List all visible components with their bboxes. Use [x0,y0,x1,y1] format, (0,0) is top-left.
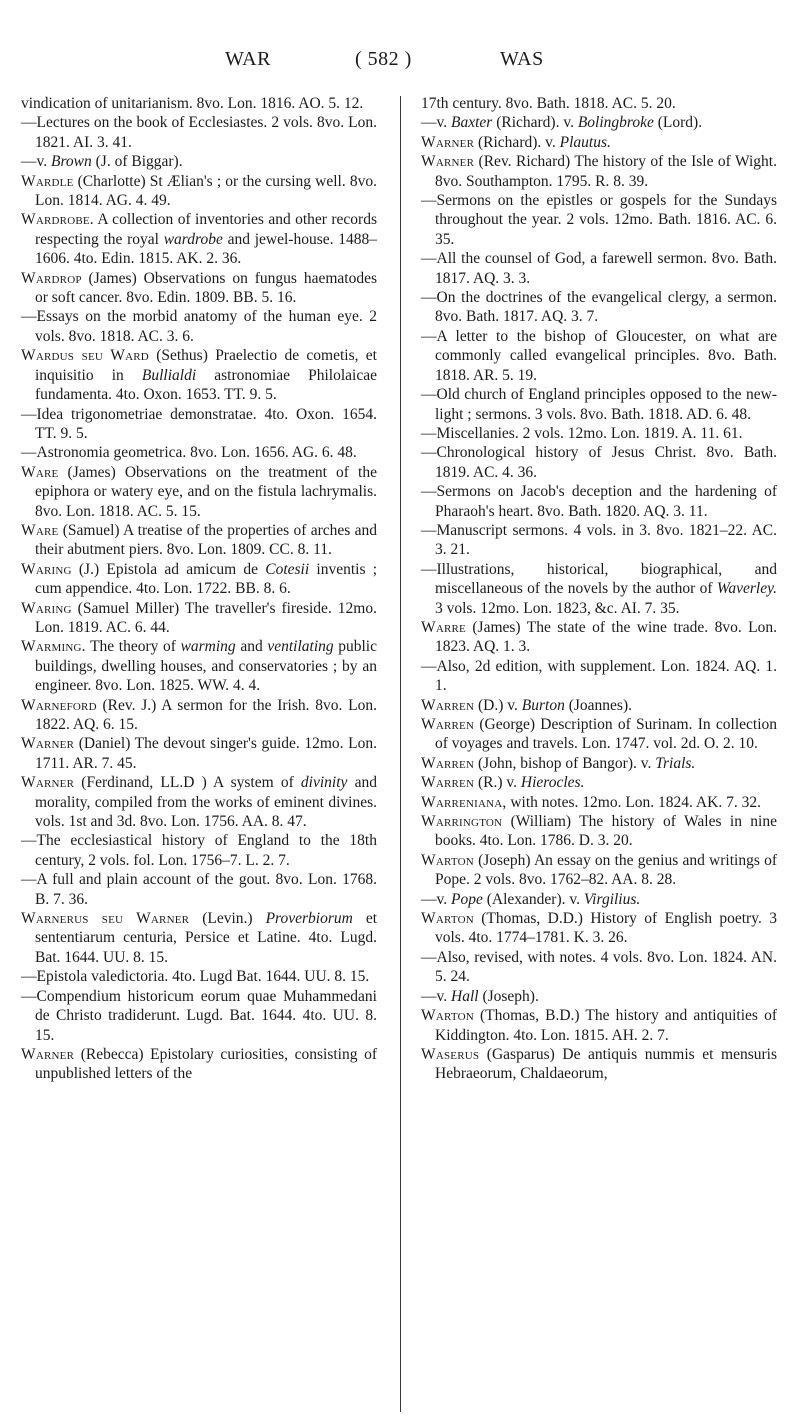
entry-text: vindication of unitarianism. 8vo. Lon. 1816. AO. 5. 12. [21,95,364,112]
entry-text: inventis ; cum appendice. 4to. Lon. 1722. BB. 8. 6. [35,560,378,598]
entry-text: (Levin.) [189,910,266,928]
entry-headword: Warner [21,735,75,753]
entry-italic: Baxter [451,114,493,132]
entry-text: (Richard). v. [474,133,560,151]
left-column [21,94,377,1084]
entry-italic: Brown [51,153,92,171]
entry-text: et sententiarum centuria, Persice et Latine. 4to. Lugd. Bat. 1644. UU. 8. 15. [35,910,378,966]
entry-text: —Manuscript sermons. 4 vols. in 3. 8vo. 1821–22. AC. 3. 21. [421,521,777,559]
catalogue-entry [421,987,777,1006]
entry-text: and morality, compiled from the works of eminent divines. vols. 1st and 3d. 8vo. Lon. 1756. AA. 8. 47. [35,774,377,831]
entry-text: —Also, revised, with notes. 4 vols. 8vo. Lon. 1824. AN. 5. 24. [421,948,777,986]
entry-text: (Sethus) Praelectio de cometis, et inquisitio in [35,347,377,384]
entry-text: —All the counsel of God, a farewell sermon. 8vo. Bath. 1817. AQ. 3. 3. [421,250,777,287]
catalogue-entry [421,715,777,754]
entry-headword: Ware [21,521,59,539]
catalogue-entry [421,812,777,851]
entry-text: —Sermons on Jacob's deception and the hardening of Pharaoh's heart. 8vo. Bath. 1820. AQ. 3. 11. [421,483,777,520]
entry-text: (Joseph). [478,987,539,1005]
catalogue-entry [21,172,377,211]
catalogue-entry [421,851,777,890]
catalogue-entry [21,967,377,986]
catalogue-entry [21,307,377,346]
catalogue-entry [421,385,777,424]
entry-italic: Virgilius. [583,890,641,908]
entry-italic: Hierocles. [520,774,585,792]
entry-text: —Lectures on the book of Ecclesiastes. 2 vols. 8vo. Lon. 1821. AI. 3. 41. [21,114,377,151]
entry-text: (Charlotte) St Ælian's ; or the cursing well. 8vo. Lon. 1814. AG. 4. 49. [35,172,377,210]
catalogue-entry [21,269,377,308]
entry-text: —A letter to the bishop of Gloucester, on what are commonly called evangelical principles. 8vo. Bath. 1818. AR. 5. 19. [421,327,777,384]
catalogue-entry [21,987,377,1045]
entry-text: (Thomas, B.D.) The history and antiquities of Kiddington. 4to. Lon. 1815. AH. 2. 7. [435,1007,777,1044]
entry-text: with notes. 12mo. Lon. 1824. AK. 7. 32. [506,793,761,811]
entry-headword: Warren [421,716,475,733]
entry-headword: Warton [421,910,474,928]
entry-text: and [235,638,268,656]
entry-text: —Compendium historicum eorum quae Muhammedani de Christo tradiderunt. Lugd. Bat. 1644. 4to. UU. 8. 15. [21,987,377,1044]
entry-text: (Ferdinand, LL.D ) A system of [74,774,301,792]
entry-italic: Bolingbroke [577,114,654,132]
entry-headword: Wardus seu Ward [21,347,149,365]
running-header [0,48,801,78]
entry-text: (Joseph) An essay on the genius and writings of Pope. 2 vols. 8vo. 1762–82. AA. 8. 28. [435,851,777,889]
entry-text: —Also, 2d edition, with supplement. Lon. 1824. AQ. 1. 1. [421,657,777,695]
entry-text: (James) Observations on fungus haematodes or soft cancer. 8vo. Edin. 1809. BB. 5. 16. [35,269,377,307]
entry-headword: Warre [421,618,466,636]
entry-text: —Astronomia geometrica. 8vo. Lon. 1656. AG. 6. 48. [21,444,357,462]
right-column [421,94,777,1084]
entry-text: —Essays on the morbid anatomy of the human eye. 2 vols. 8vo. 1818. AC. 3. 6. [21,308,377,345]
entry-text: A collection of inventories and other records respecting the royal [35,211,377,248]
entry-text: —Miscellanies. 2 vols. 12mo. Lon. 1819. A. 11. 61. [421,424,743,442]
entry-headword: Warrington [421,813,503,831]
catalogue-entry [21,734,377,773]
entry-headword: Warner [421,153,475,171]
entry-headword: Wardle [21,172,74,190]
entry-prefix: —v. [21,153,51,171]
entry-text: —Sermons on the epistles or gospels for the Sundays throughout the year. 2 vols. 12mo. Bath. 1816. AC. 6. 35. [421,192,777,248]
catalogue-entry [421,793,777,812]
catalogue-entry [421,1006,777,1045]
entry-headword: Warton [421,1007,474,1025]
entry-headword: Wardrop [21,269,82,287]
entry-text: —Illustrations, historical, biographical, and miscellaneous of the novels by the author of [421,560,777,598]
entry-text: (R.) v. [474,774,521,792]
entry-italic: Hall [451,987,479,1005]
entry-text: (Rev. J.) A sermon for the Irish. 8vo. Lon. 1822. AQ. 6. 15. [35,696,377,733]
entry-italic: Burton [521,696,565,714]
catalogue-entry [421,909,777,948]
entry-headword: Ware [21,463,59,481]
entry-text: (J.) Epistola ad amicum de [71,560,266,578]
entry-headword: Warming. [21,638,86,656]
entry-text: —On the doctrines of the evangelical clergy, a sermon. 8vo. Bath. 1817. AQ. 3. 7. [421,289,777,326]
catalogue-entry [21,521,377,560]
catalogue-entry [421,94,777,113]
catalogue-entry [21,152,377,171]
entry-headword: Warren [421,696,475,714]
catalogue-entry [21,346,377,404]
entry-text: (Richard). v. [492,114,578,132]
catalogue-entry [21,94,377,113]
entry-text: (Joannes). [564,696,632,714]
catalogue-entry [421,482,777,521]
entry-headword: Warren [421,774,475,792]
catalogue-entry [421,327,777,385]
catalogue-entry [421,696,777,715]
entry-prefix: —v. [421,987,451,1005]
entry-text: (James) Observations on the treatment of the epiphora or watery eye, and on the fistula lachrymalis. 8vo. Lon. 1818. AC. 5. 15. [35,463,377,520]
catalogue-entry [421,754,777,773]
catalogue-entry [21,463,377,521]
catalogue-entry [421,657,777,696]
catalogue-entry [421,560,777,618]
header-right: WAS [500,48,544,70]
catalogue-entry [421,191,777,249]
entry-text: (Rev. Richard) The history of the Isle of Wight. 8vo. Southampton. 1795. R. 8. 39. [435,153,777,190]
entry-text: astronomiae Philolaicae fundamenta. 4to. Oxon. 1653. TT. 9. 5. [35,366,377,404]
entry-text: The theory of [85,638,181,656]
entry-headword: Warner [21,1045,75,1063]
entry-italic: Pope [451,890,483,908]
entry-text: (James) The state of the wine trade. 8vo. Lon. 1823. AQ. 1. 3. [435,618,777,656]
entry-text: (Samuel) A treatise of the properties of arches and their abutment piers. 8vo. Lon. 1809. CC. 8. 11. [35,521,377,559]
catalogue-entry [421,890,777,909]
catalogue-entry [21,443,377,462]
catalogue-entry [421,948,777,987]
entry-text: (D.) v. [474,696,522,714]
catalogue-entry [421,443,777,482]
catalogue-entry [421,521,777,560]
entry-text: (Rebecca) Epistolary curiosities, consisting of unpublished letters of the [35,1045,377,1083]
catalogue-entry [421,113,777,132]
entry-italic: ventilating [267,638,334,656]
catalogue-entry [21,696,377,735]
entry-text: and jewel-house. 1488–1606. 4to. Edin. 1815. AK. 2. 36. [35,230,377,268]
entry-text: —Idea trigonometriae demonstratae. 4to. Oxon. 1654. TT. 9. 5. [21,405,377,442]
entry-italic: divinity [300,774,348,792]
catalogue-entry [421,424,777,443]
catalogue-entry [21,560,377,599]
entry-headword: Warneford [21,696,97,714]
entry-prefix: —v. [421,890,451,908]
catalogue-entry [421,133,777,152]
entry-text: (Thomas, D.D.) History of English poetry. 3 vols. 4to. 1774–1781. K. 3. 26. [435,910,777,947]
catalogue-entry [421,1045,777,1084]
catalogue-entry [21,405,377,444]
entry-text: 3 vols. 12mo. Lon. 1823, &c. AI. 7. 35. [435,599,680,617]
entry-text: —Old church of England principles opposed to the new-light ; sermons. 3 vols. 8vo. Bath. 1818. AD. 6. 48. [421,386,777,423]
entry-text: (Daniel) The devout singer's guide. 12mo. Lon. 1711. AR. 7. 45. [35,735,377,772]
entry-text: —Epistola valedictoria. 4to. Lugd Bat. 1644. UU. 8. 15. [21,968,370,986]
entry-text: —A full and plain account of the gout. 8vo. Lon. 1768. B. 7. 36. [21,871,377,908]
catalogue-entry [21,831,377,870]
entry-text: (William) The history of Wales in nine books. 4to. Lon. 1786. D. 3. 20. [435,813,777,850]
entry-headword: Waserus [421,1045,480,1063]
catalogue-entry [21,599,377,638]
catalogue-entry [421,618,777,657]
catalogue-entry [21,113,377,152]
catalogue-entry [421,773,777,792]
entry-text: (Samuel Miller) The traveller's fireside. 12mo. Lon. 1819. AC. 6. 44. [35,599,377,636]
entry-headword: Waring [21,599,72,617]
entry-italic: warming [180,638,236,656]
entry-text: —Chronological history of Jesus Christ. 8vo. Bath. 1819. AC. 4. 36. [421,444,777,481]
entry-text: (Gasparus) De antiquis nummis et mensuris Hebraeorum, Chaldaeorum, [435,1045,777,1083]
entry-text: (John, bishop of Bangor). v. [474,754,656,772]
entry-italic: Bullialdi [141,366,197,384]
entry-text: 17th century. 8vo. Bath. 1818. AC. 5. 20. [421,95,676,112]
catalogue-entry [421,288,777,327]
catalogue-entry [421,249,777,288]
entry-italic: wardrobe [163,230,223,248]
entry-italic: Cotesii [265,560,310,578]
entry-italic: Plautus. [559,133,611,151]
entry-text: (Lord). [653,114,703,132]
entry-headword: Warner [421,133,475,151]
entry-headword: Warreniana, [421,793,507,811]
entry-headword: Warren [421,754,475,772]
entry-italic: Proverbiorum [265,910,353,928]
entry-headword: Warnerus seu Warner [21,910,190,928]
header-left: WAR [225,48,271,70]
entry-headword: Warton [421,851,474,869]
entry-headword: Waring [21,560,72,578]
entry-text: (J. of Biggar). [91,153,183,171]
catalogue-entry [21,637,377,695]
entry-text: —The ecclesiastical history of England to the 18th century, 2 vols. fol. Lon. 1756–7. L. 2. 7. [21,832,377,869]
entry-headword: Warner [21,774,75,792]
catalogue-entry [21,909,377,967]
catalogue-entry [21,210,377,268]
entry-italic: Waverley. [716,580,777,598]
entry-text: (Alexander). v. [482,890,584,908]
entry-prefix: —v. [421,114,451,132]
catalogue-entry [21,1045,377,1084]
catalogue-entry [421,152,777,191]
entry-headword: Wardrobe. [21,211,94,229]
column-divider [400,96,401,1412]
entry-text: public buildings, dwelling houses, and conservatories ; by an engineer. 8vo. Lon. 1825. WW. 4. 4. [35,638,377,695]
page-number: ( 582 ) [355,48,412,70]
entry-text: (George) Description of Surinam. In collection of voyages and travels. Lon. 1747. vol. 2d. O. 2. 10. [435,716,777,753]
catalogue-entry [21,870,377,909]
catalogue-entry [21,773,377,831]
entry-italic: Trials. [655,754,696,772]
